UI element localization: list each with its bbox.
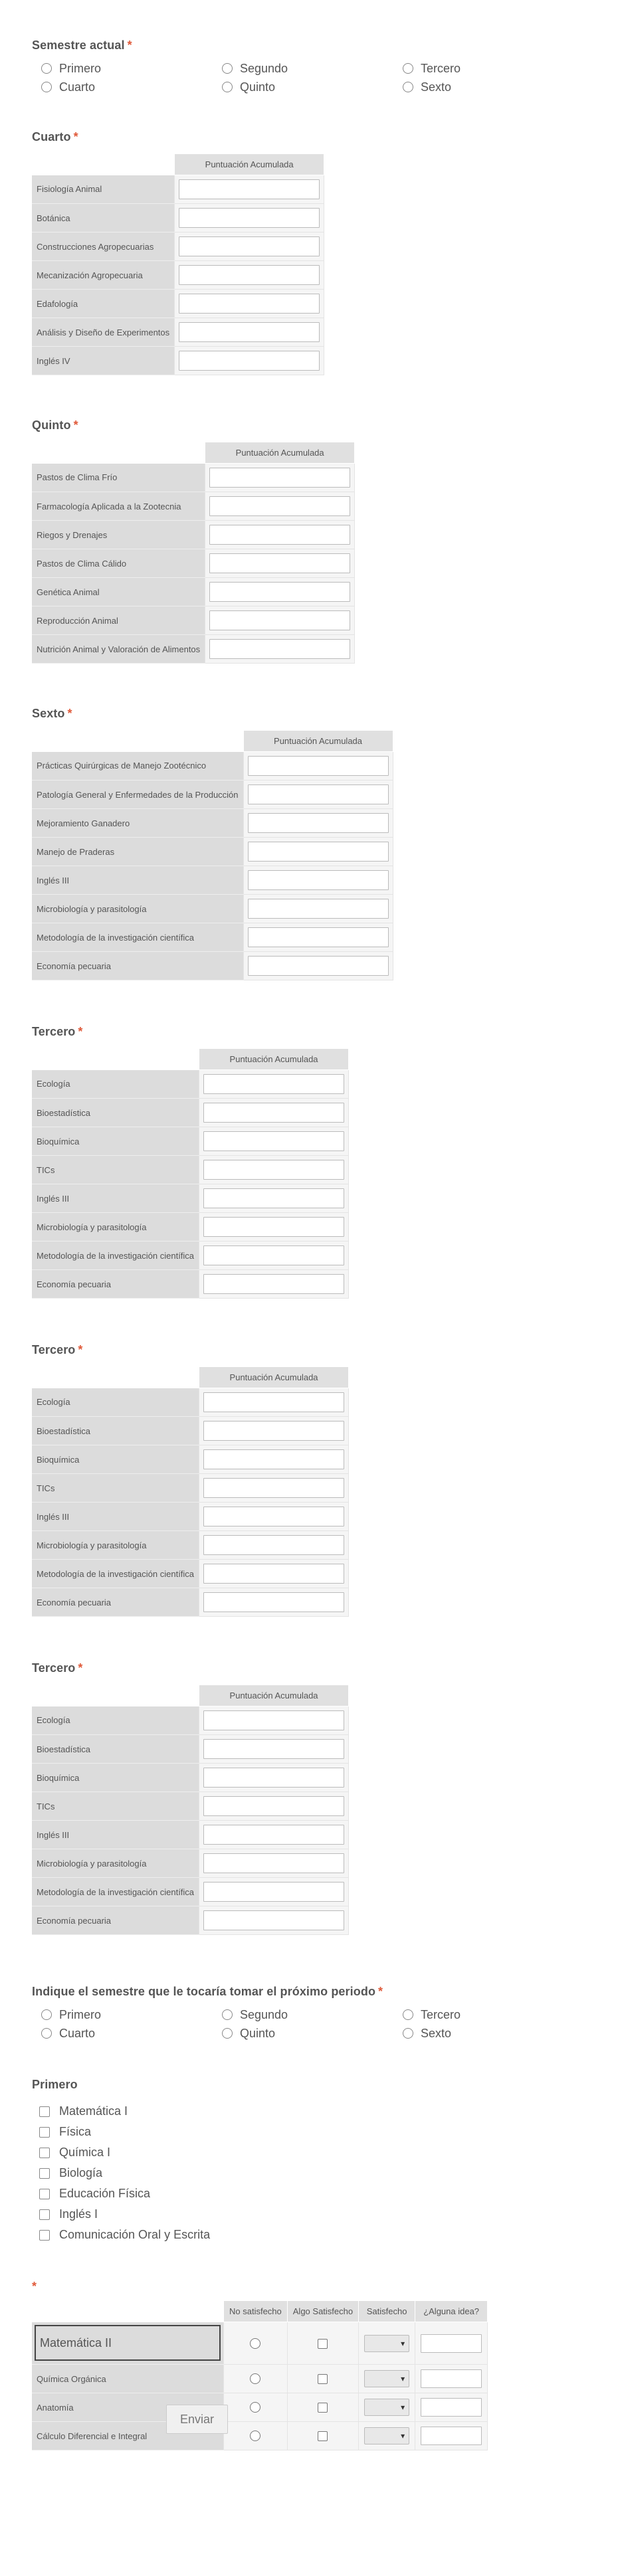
radio-icon[interactable] xyxy=(222,2028,233,2039)
checkbox-group xyxy=(32,2101,210,2245)
radio-icon[interactable] xyxy=(222,2009,233,2020)
radio-icon[interactable] xyxy=(41,82,52,92)
radio-icon[interactable] xyxy=(41,63,52,74)
matrix-section xyxy=(32,1661,349,1935)
row-label: Metodología de la investigación científica xyxy=(32,1878,199,1906)
radio-group xyxy=(32,62,583,94)
row-label: Microbiología y parasitología xyxy=(32,1213,199,1242)
row-label: Construcciones Agropecuarias xyxy=(32,232,175,261)
row-label: Anatomía xyxy=(32,2393,224,2422)
chevron-down-icon: ▾ xyxy=(401,2403,405,2412)
idea-input[interactable] xyxy=(421,2398,482,2417)
row-label: Farmacología Aplicada a la Zootecnia xyxy=(32,492,205,521)
question-label: Primero xyxy=(32,2078,78,2091)
row-label: TICs xyxy=(32,1156,199,1184)
row-label: Edafología xyxy=(32,290,175,318)
row-label: Genética Animal xyxy=(32,578,205,606)
matrix-section xyxy=(32,1343,349,1617)
radio-option[interactable]: Tercero xyxy=(403,2008,583,2021)
row-label: Reproducción Animal xyxy=(32,606,205,635)
score-input[interactable] xyxy=(203,1074,344,1094)
question-label: Sexto * xyxy=(32,707,72,720)
checkbox-icon[interactable] xyxy=(39,2168,50,2179)
score-input[interactable] xyxy=(179,179,320,199)
question-label: Tercero * xyxy=(32,1343,83,1356)
column-header: Puntuación Acumulada xyxy=(175,154,324,175)
row-label: Bioestadística xyxy=(32,1099,199,1127)
semestre-actual-section xyxy=(32,39,583,94)
score-input[interactable] xyxy=(179,236,320,256)
score-input[interactable] xyxy=(203,1217,344,1237)
row-label: Microbiología y parasitología xyxy=(32,895,243,923)
score-input[interactable] xyxy=(203,1274,344,1294)
row-label: Bioquímica xyxy=(32,1127,199,1156)
row-label: Inglés III xyxy=(32,1821,199,1849)
checkbox-icon[interactable] xyxy=(39,2189,50,2199)
score-input[interactable] xyxy=(203,1910,344,1930)
row-label: Economía pecuaria xyxy=(32,1270,199,1299)
score-input[interactable] xyxy=(209,639,350,659)
column-header: ¿Alguna idea? xyxy=(415,2301,488,2322)
row-label: Prácticas Quirúrgicas de Manejo Zootécnico xyxy=(32,752,243,781)
score-input[interactable] xyxy=(209,582,350,602)
radio-icon[interactable] xyxy=(403,82,413,92)
score-input[interactable] xyxy=(179,322,320,342)
row-label: Bioquímica xyxy=(32,1764,199,1792)
row-label: Ecología xyxy=(32,1070,199,1099)
row-label: Bioestadística xyxy=(32,1417,199,1445)
score-input[interactable] xyxy=(209,610,350,630)
radio-icon[interactable] xyxy=(222,63,233,74)
score-input[interactable] xyxy=(248,756,389,776)
checkbox-option[interactable]: Matemática I xyxy=(39,2101,210,2122)
score-matrix xyxy=(32,1048,349,1299)
row-label: Pastos de Clima Cálido xyxy=(32,549,205,578)
row-label: Patología General y Enfermedades de la Producción xyxy=(32,781,243,809)
score-input[interactable] xyxy=(209,468,350,488)
satisfaction-matrix xyxy=(32,2300,488,2450)
radio-option[interactable]: Cuarto xyxy=(41,80,222,94)
score-input[interactable] xyxy=(248,842,389,862)
score-input[interactable] xyxy=(203,1160,344,1180)
matrix-section xyxy=(32,130,324,375)
row-label: Inglés III xyxy=(32,866,243,895)
column-header: Satisfecho xyxy=(359,2301,415,2322)
row-label: Química Orgánica xyxy=(32,2365,224,2393)
row-label: Cálculo Diferencial e Integral xyxy=(32,2422,224,2450)
row-label: Inglés III xyxy=(32,1503,199,1531)
radio-icon[interactable] xyxy=(222,82,233,92)
score-input[interactable] xyxy=(203,1796,344,1816)
radio-icon[interactable] xyxy=(403,63,413,74)
chevron-down-icon: ▾ xyxy=(401,2374,405,2383)
checkbox-option[interactable]: Química I xyxy=(39,2142,210,2163)
radio-group xyxy=(32,2008,583,2040)
checkbox-icon[interactable] xyxy=(318,2374,328,2384)
checkbox-option[interactable]: Física xyxy=(39,2122,210,2142)
matrix-section xyxy=(32,1025,349,1299)
question-label: Semestre actual * xyxy=(32,39,132,52)
score-matrix xyxy=(32,153,324,375)
score-input[interactable] xyxy=(179,294,320,314)
radio-icon[interactable] xyxy=(403,2028,413,2039)
radio-option[interactable]: Quinto xyxy=(222,80,403,94)
row-label: TICs xyxy=(32,1474,199,1503)
radio-option[interactable]: Sexto xyxy=(403,80,583,94)
checkbox-option[interactable]: Biología xyxy=(39,2163,210,2183)
row-label: Economía pecuaria xyxy=(32,1588,199,1617)
row-label: Metodología de la investigación científica xyxy=(32,923,243,952)
checkbox-icon[interactable] xyxy=(39,2209,50,2220)
score-input[interactable] xyxy=(179,208,320,228)
row-label: Bioquímica xyxy=(32,1445,199,1474)
row-label: Ecología xyxy=(32,1706,199,1735)
question-label: Quinto * xyxy=(32,418,78,432)
row-label: Matemática II xyxy=(32,2322,224,2365)
checkbox-icon[interactable] xyxy=(318,2339,328,2349)
score-input[interactable] xyxy=(203,1188,344,1208)
radio-option[interactable]: Quinto xyxy=(222,2027,403,2040)
radio-icon[interactable] xyxy=(250,2373,260,2384)
checkbox-icon[interactable] xyxy=(39,2106,50,2117)
radio-option[interactable]: Tercero xyxy=(403,62,583,75)
score-input[interactable] xyxy=(203,1245,344,1265)
row-label: Ecología xyxy=(32,1388,199,1417)
matrix-section xyxy=(32,707,393,980)
score-input[interactable] xyxy=(248,927,389,947)
row-label: Economía pecuaria xyxy=(32,952,243,980)
score-input[interactable] xyxy=(248,784,389,804)
radio-icon[interactable] xyxy=(41,2009,52,2020)
row-label: Bioestadística xyxy=(32,1735,199,1764)
checkbox-icon[interactable] xyxy=(318,2431,328,2441)
score-input[interactable] xyxy=(179,351,320,371)
column-header: Puntuación Acumulada xyxy=(199,1685,349,1706)
column-header: No satisfecho xyxy=(224,2301,288,2322)
score-input[interactable] xyxy=(209,496,350,516)
submit-button[interactable]: Enviar xyxy=(166,2405,228,2434)
chevron-down-icon: ▾ xyxy=(401,2431,405,2440)
checkbox-option[interactable]: Inglés I xyxy=(39,2204,210,2225)
score-input[interactable] xyxy=(203,1392,344,1412)
score-input[interactable] xyxy=(203,1421,344,1441)
score-input[interactable] xyxy=(203,1103,344,1123)
row-label: Microbiología y parasitología xyxy=(32,1531,199,1560)
dropdown-select[interactable] xyxy=(364,2427,409,2444)
score-input[interactable] xyxy=(203,1739,344,1759)
row-label: Metodología de la investigación científica xyxy=(32,1242,199,1270)
radio-icon[interactable] xyxy=(403,2009,413,2020)
row-label: Riegos y Drenajes xyxy=(32,521,205,549)
row-label: Inglés III xyxy=(32,1184,199,1213)
column-header: Puntuación Acumulada xyxy=(243,731,393,752)
score-input[interactable] xyxy=(248,899,389,919)
row-label: Análisis y Diseño de Experimentos xyxy=(32,318,175,347)
score-input[interactable] xyxy=(203,1507,344,1526)
primero-section xyxy=(32,2078,210,2245)
idea-input[interactable] xyxy=(421,2334,482,2353)
row-label: TICs xyxy=(32,1792,199,1821)
row-label: Botánica xyxy=(32,204,175,232)
score-matrix xyxy=(32,730,393,980)
score-input[interactable] xyxy=(209,553,350,573)
score-input[interactable] xyxy=(248,956,389,976)
dropdown-select[interactable] xyxy=(364,2335,409,2352)
chevron-down-icon: ▾ xyxy=(401,2338,405,2348)
row-label: Mecanización Agropecuaria xyxy=(32,261,175,290)
score-input[interactable] xyxy=(203,1710,344,1730)
checkbox-icon[interactable] xyxy=(39,2148,50,2158)
score-input[interactable] xyxy=(203,1853,344,1873)
radio-option[interactable]: Segundo xyxy=(222,62,403,75)
column-header: Puntuación Acumulada xyxy=(199,1367,349,1388)
row-label: Economía pecuaria xyxy=(32,1906,199,1935)
score-input[interactable] xyxy=(203,1535,344,1555)
radio-option[interactable]: Primero xyxy=(41,62,222,75)
row-label: Microbiología y parasitología xyxy=(32,1849,199,1878)
column-header: Algo Satisfecho xyxy=(287,2301,358,2322)
row-label: Manejo de Praderas xyxy=(32,838,243,866)
row-label: Pastos de Clima Frío xyxy=(32,464,205,492)
question-label: Indique el semestre que le tocaría tomar el próximo periodo * xyxy=(32,1985,383,1998)
row-label: Fisiología Animal xyxy=(32,175,175,204)
score-input[interactable] xyxy=(248,870,389,890)
radio-option[interactable]: Primero xyxy=(41,2008,222,2021)
checkbox-icon[interactable] xyxy=(39,2230,50,2241)
idea-input[interactable] xyxy=(421,2369,482,2388)
score-input[interactable] xyxy=(248,813,389,833)
question-label: Tercero * xyxy=(32,1025,83,1038)
question-label: Cuarto * xyxy=(32,130,78,143)
column-header: Puntuación Acumulada xyxy=(205,442,355,464)
dropdown-select[interactable] xyxy=(364,2399,409,2416)
score-matrix xyxy=(32,442,355,664)
column-header: Puntuación Acumulada xyxy=(199,1049,349,1070)
radio-icon[interactable] xyxy=(250,2431,260,2441)
matrix-section xyxy=(32,418,355,664)
score-input[interactable] xyxy=(203,1564,344,1584)
checkbox-option[interactable]: Educación Física xyxy=(39,2183,210,2204)
row-label: Metodología de la investigación científica xyxy=(32,1560,199,1588)
question-label: Tercero * xyxy=(32,1661,83,1675)
radio-icon[interactable] xyxy=(250,2402,260,2413)
idea-input[interactable] xyxy=(421,2427,482,2445)
score-matrix xyxy=(32,1366,349,1617)
proximo-semestre-section xyxy=(32,1985,583,2040)
checkbox-option[interactable]: Comunicación Oral y Escrita xyxy=(39,2225,210,2245)
radio-icon[interactable] xyxy=(250,2338,260,2349)
radio-icon[interactable] xyxy=(41,2028,52,2039)
row-label: Nutrición Animal y Valoración de Alimentos xyxy=(32,635,205,664)
score-input[interactable] xyxy=(203,1449,344,1469)
score-input[interactable] xyxy=(203,1768,344,1788)
score-input[interactable] xyxy=(179,265,320,285)
score-input[interactable] xyxy=(203,1131,344,1151)
question-label: * xyxy=(32,2280,37,2293)
row-label: Inglés IV xyxy=(32,347,175,375)
score-input[interactable] xyxy=(203,1825,344,1845)
checkbox-icon[interactable] xyxy=(318,2403,328,2413)
dropdown-select[interactable] xyxy=(364,2370,409,2387)
radio-option[interactable]: Sexto xyxy=(403,2027,583,2040)
score-matrix xyxy=(32,1685,349,1935)
satisfaccion-section xyxy=(32,2280,488,2450)
score-input[interactable] xyxy=(209,525,350,545)
radio-option[interactable]: Cuarto xyxy=(41,2027,222,2040)
score-input[interactable] xyxy=(203,1882,344,1902)
checkbox-icon[interactable] xyxy=(39,2127,50,2138)
score-input[interactable] xyxy=(203,1478,344,1498)
row-label: Mejoramiento Ganadero xyxy=(32,809,243,838)
score-input[interactable] xyxy=(203,1592,344,1612)
radio-option[interactable]: Segundo xyxy=(222,2008,403,2021)
